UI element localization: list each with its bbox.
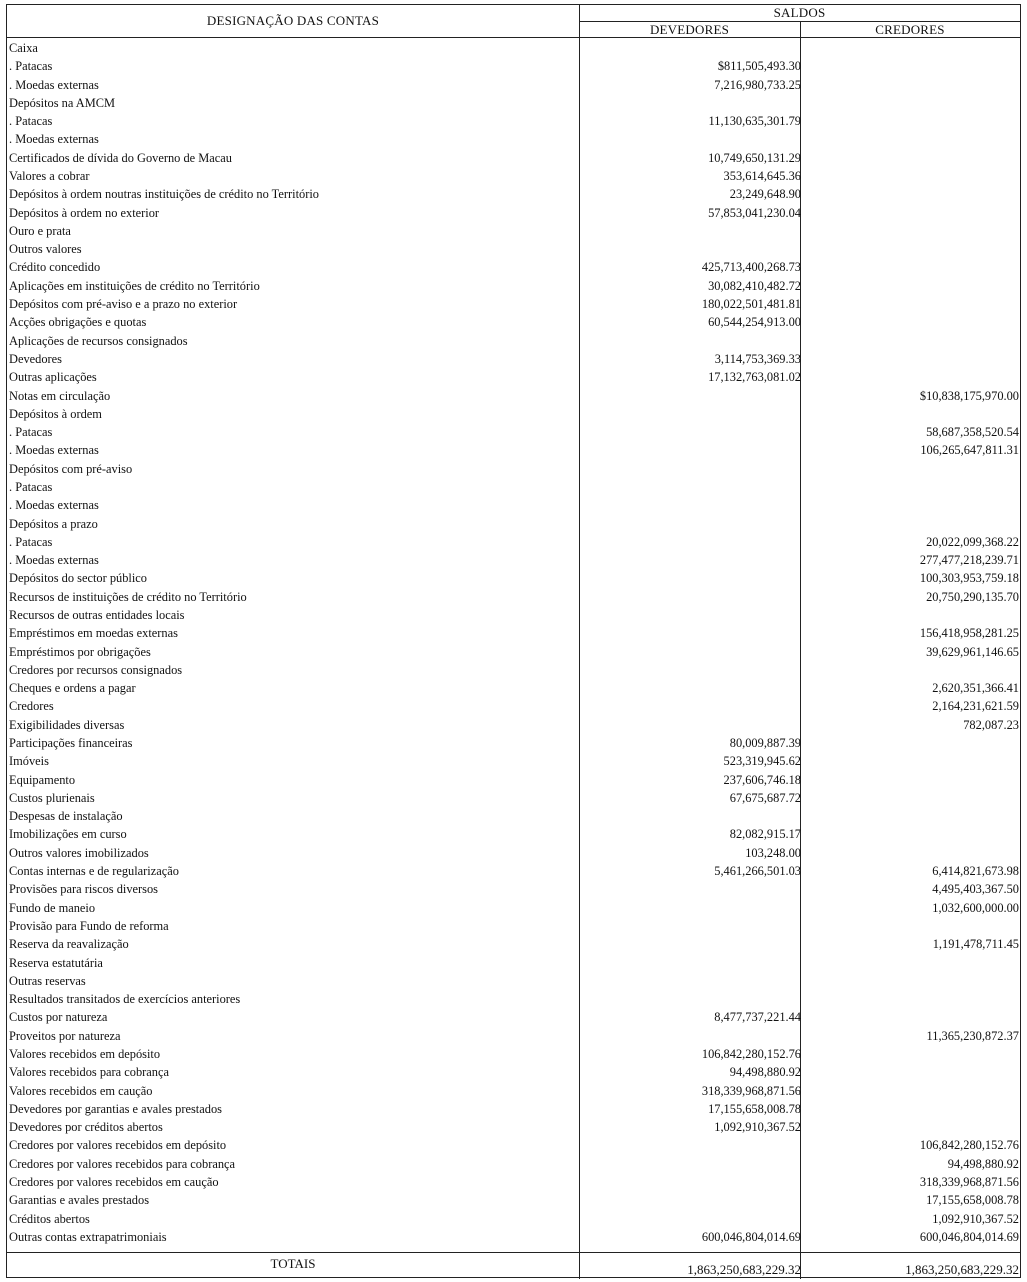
account-name: Credores por valores recebidos em caução <box>9 1174 219 1189</box>
account-name: Empréstimos em moedas externas <box>9 626 178 641</box>
account-name: Valores recebidos em caução <box>9 1083 153 1098</box>
table-row <box>7 954 1020 972</box>
table-row <box>7 441 1020 459</box>
account-name: Depósitos à ordem no exterior <box>9 205 160 220</box>
table-row <box>7 844 1020 862</box>
account-name: Devedores por garantias e avales prestados <box>9 1101 222 1116</box>
credit-amount: 100,303,953,759.18 <box>919 571 1019 586</box>
account-name: Outros valores <box>9 242 82 257</box>
table-row <box>7 185 1020 203</box>
credit-amount: 782,087.23 <box>963 717 1019 732</box>
table-row <box>7 130 1020 148</box>
account-name: Aplicações em instituições de crédito no Território <box>9 278 260 293</box>
table-row <box>7 240 1020 258</box>
debit-amount: 353,614,645.36 <box>723 169 801 184</box>
credit-amount: 1,092,910,367.52 <box>932 1211 1019 1226</box>
account-name: Exigibilidades diversas <box>9 717 125 732</box>
debit-amount: 57,853,041,230.04 <box>708 205 801 220</box>
account-name: Garantias e avales prestados <box>9 1193 150 1208</box>
account-name: Outros valores imobilizados <box>9 845 149 860</box>
account-name: Notas em circulação <box>9 388 111 403</box>
account-name: Custos plurienais <box>9 790 95 805</box>
table-row <box>7 39 1020 57</box>
table-row <box>7 661 1020 679</box>
table-row <box>7 1210 1020 1228</box>
header-credores: CREDORES <box>875 22 945 37</box>
debit-amount: 7,216,980,733.25 <box>714 77 801 92</box>
account-name: Cheques e ordens a pagar <box>9 681 136 696</box>
table-row <box>7 880 1020 898</box>
ledger-table <box>6 4 1021 1278</box>
table-row <box>7 277 1020 295</box>
table-row <box>7 917 1020 935</box>
account-name: Custos por natureza <box>9 1010 108 1025</box>
debit-amount: 17,155,658,008.78 <box>708 1101 801 1116</box>
debit-amount: 106,842,280,152.76 <box>701 1046 801 1061</box>
account-name: Depósitos do sector público <box>9 571 147 586</box>
account-name: Imobilizações em curso <box>9 827 127 842</box>
account-name: Caixa <box>9 41 38 55</box>
account-name: Recursos de outras entidades locais <box>9 607 185 622</box>
account-name: Recursos de instituições de crédito no Território <box>9 589 247 604</box>
account-name: Depósitos a prazo <box>9 516 98 531</box>
credit-amount: 106,842,280,152.76 <box>919 1138 1019 1153</box>
account-name: . Moedas externas <box>9 77 99 92</box>
debit-amount: 30,082,410,482.72 <box>708 278 801 293</box>
table-row <box>7 57 1020 75</box>
table-row <box>7 423 1020 441</box>
credit-amount: 94,498,880.92 <box>947 1156 1019 1171</box>
credit-amount: 2,620,351,366.41 <box>932 681 1019 696</box>
credit-amount: 17,155,658,008.78 <box>926 1193 1019 1208</box>
table-row <box>7 76 1020 94</box>
debit-amount: 103,248.00 <box>745 845 801 860</box>
account-name: Outras aplicações <box>9 370 97 385</box>
table-row <box>7 1173 1020 1191</box>
account-name: Credores por recursos consignados <box>9 662 183 677</box>
account-name: Certificados de dívida do Governo de Macau <box>9 150 232 165</box>
account-name: . Patacas <box>9 59 53 74</box>
account-name: Contas internas e de regularização <box>9 864 179 879</box>
table-row <box>7 94 1020 112</box>
account-name: Equipamento <box>9 772 76 787</box>
table-row <box>7 149 1020 167</box>
table-row <box>7 1008 1020 1026</box>
table-row <box>7 771 1020 789</box>
table-row <box>7 606 1020 624</box>
account-name: . Moedas externas <box>9 132 99 147</box>
account-name: Outras reservas <box>9 973 86 988</box>
table-row <box>7 588 1020 606</box>
table-row <box>7 1045 1020 1063</box>
account-name: Credores por valores recebidos para cobrança <box>9 1156 236 1171</box>
totals-debit: 1,863,250,683,229.32 <box>687 1262 801 1277</box>
table-row <box>7 990 1020 1008</box>
table-row <box>7 387 1020 405</box>
account-name: Depósitos na AMCM <box>9 95 116 110</box>
account-name: Reserva da reavalização <box>9 937 129 952</box>
debit-amount: 3,114,753,369.33 <box>714 351 801 366</box>
credit-amount: 4,495,403,367.50 <box>932 882 1019 897</box>
debit-amount: 17,132,763,081.02 <box>708 370 801 385</box>
account-name: . Moedas externas <box>9 553 99 568</box>
account-name: . Patacas <box>9 425 53 440</box>
table-row <box>7 1118 1020 1136</box>
table-row <box>7 807 1020 825</box>
credit-amount: 39,629,961,146.65 <box>926 644 1019 659</box>
table-row <box>7 752 1020 770</box>
table-row <box>7 1082 1020 1100</box>
table-row <box>7 533 1020 551</box>
credit-amount: 1,191,478,711.45 <box>932 937 1019 952</box>
table-row <box>7 368 1020 386</box>
table-row <box>7 460 1020 478</box>
debit-amount: 425,713,400,268.73 <box>701 260 801 275</box>
account-name: Valores recebidos para cobrança <box>9 1065 169 1080</box>
credit-amount: 1,032,600,000.00 <box>932 900 1019 915</box>
table-row <box>7 1155 1020 1173</box>
account-name: Outras contas extrapatrimoniais <box>9 1229 167 1244</box>
table-row <box>7 1100 1020 1118</box>
debit-amount: 600,046,804,014.69 <box>701 1229 801 1244</box>
account-name: Créditos abertos <box>9 1211 90 1226</box>
table-row <box>7 1228 1020 1246</box>
account-name: . Moedas externas <box>9 443 99 458</box>
table-row <box>7 1136 1020 1154</box>
debit-amount: 8,477,737,221.44 <box>714 1010 801 1025</box>
table-row <box>7 899 1020 917</box>
debit-amount: 237,606,746.18 <box>723 772 801 787</box>
table-row <box>7 515 1020 533</box>
credit-amount: 11,365,230,872.37 <box>926 1028 1019 1043</box>
table-row <box>7 496 1020 514</box>
account-name: Aplicações de recursos consignados <box>9 333 188 348</box>
account-name: Ouro e prata <box>9 223 71 238</box>
table-row <box>7 258 1020 276</box>
table-row <box>7 112 1020 130</box>
table-row <box>7 862 1020 880</box>
account-name: Devedores por créditos abertos <box>9 1120 163 1135</box>
account-name: Imóveis <box>9 754 49 769</box>
account-name: . Patacas <box>9 114 53 129</box>
table-row <box>7 551 1020 569</box>
account-name: Depósitos com pré-aviso <box>9 461 133 476</box>
header-saldos: SALDOS <box>773 5 826 20</box>
table-row <box>7 679 1020 697</box>
account-name: Credores por valores recebidos em depósito <box>9 1138 227 1153</box>
credit-amount: 6,414,821,673.98 <box>932 864 1019 879</box>
credit-amount: 58,687,358,520.54 <box>926 425 1019 440</box>
debit-amount: 11,130,635,301.79 <box>708 114 801 129</box>
table-row <box>7 716 1020 734</box>
debit-amount: 10,749,650,131.29 <box>708 150 801 165</box>
totals-credit: 1,863,250,683,229.32 <box>905 1262 1019 1277</box>
table-row <box>7 167 1020 185</box>
table-row <box>7 350 1020 368</box>
credit-amount: 318,339,968,871.56 <box>919 1174 1019 1189</box>
credit-amount: 277,477,218,239.71 <box>919 553 1019 568</box>
credit-amount: 156,418,958,281.25 <box>919 626 1019 641</box>
debit-amount: 5,461,266,501.03 <box>714 864 801 879</box>
totals-top-line <box>7 1252 1020 1253</box>
table-row <box>7 1063 1020 1081</box>
debit-amount: 23,249,648.90 <box>729 187 801 202</box>
account-name: Fundo de maneio <box>9 900 96 915</box>
table-row <box>7 935 1020 953</box>
account-name: Resultados transitados de exercícios anteriores <box>9 992 241 1007</box>
credit-amount: 106,265,647,811.31 <box>920 443 1019 458</box>
debit-amount: 318,339,968,871.56 <box>701 1083 801 1098</box>
account-name: Depósitos à ordem noutras instituições de crédito no Território <box>9 187 319 202</box>
credit-amount: $10,838,175,970.00 <box>919 388 1019 403</box>
account-name: . Moedas externas <box>9 498 99 513</box>
table-row <box>7 222 1020 240</box>
header-line-accounts <box>7 37 579 38</box>
account-name: Depósitos com pré-aviso e a prazo no exterior <box>9 297 238 312</box>
debit-amount: 523,319,945.62 <box>723 754 801 769</box>
account-name: Devedores <box>9 351 62 366</box>
header-designacao: DESIGNAÇÃO DAS CONTAS <box>206 13 380 28</box>
account-name: Crédito concedido <box>9 260 101 275</box>
table-row <box>7 734 1020 752</box>
table-row <box>7 332 1020 350</box>
account-name: . Patacas <box>9 534 53 549</box>
table-row <box>7 825 1020 843</box>
debit-amount: 67,675,687.72 <box>729 790 801 805</box>
account-name: Credores <box>9 699 54 714</box>
debit-amount: 94,498,880.92 <box>729 1065 801 1080</box>
account-name: Valores recebidos em depósito <box>9 1046 161 1061</box>
account-name: Provisão para Fundo de reforma <box>9 918 169 933</box>
table-row <box>7 405 1020 423</box>
account-name: Acções obrigações e quotas <box>9 315 147 330</box>
table-row <box>7 478 1020 496</box>
debit-amount: $811,505,493.30 <box>717 59 801 74</box>
credit-amount: 2,164,231,621.59 <box>932 699 1019 714</box>
debit-amount: 82,082,915.17 <box>729 827 801 842</box>
account-name: Reserva estatutária <box>9 955 103 970</box>
table-row <box>7 643 1020 661</box>
credit-amount: 20,022,099,368.22 <box>926 534 1019 549</box>
account-name: Despesas de instalação <box>9 809 123 824</box>
credit-amount: 20,750,290,135.70 <box>926 589 1019 604</box>
account-name: Valores a cobrar <box>9 169 90 184</box>
table-row <box>7 313 1020 331</box>
debit-amount: 80,009,887.39 <box>729 736 801 751</box>
table-row <box>7 624 1020 642</box>
table-row <box>7 789 1020 807</box>
credit-amount: 600,046,804,014.69 <box>919 1229 1019 1244</box>
account-name: Participações financeiras <box>9 736 133 751</box>
debit-amount: 60,544,254,913.00 <box>708 315 801 330</box>
table-row <box>7 204 1020 222</box>
header-devedores: DEVEDORES <box>649 22 730 37</box>
table-row <box>7 697 1020 715</box>
table-row <box>7 295 1020 313</box>
table-row <box>7 1191 1020 1209</box>
account-name: . Patacas <box>9 479 53 494</box>
account-name: Proveitos por natureza <box>9 1028 121 1043</box>
account-name: Provisões para riscos diversos <box>9 882 159 897</box>
table-row <box>7 1027 1020 1045</box>
account-name: Depósitos à ordem <box>9 406 102 421</box>
account-name: Empréstimos por obrigações <box>9 644 151 659</box>
table-row <box>7 569 1020 587</box>
table-row <box>7 972 1020 990</box>
debit-amount: 180,022,501,481.81 <box>701 297 801 312</box>
debit-amount: 1,092,910,367.52 <box>714 1120 801 1135</box>
totals-label: TOTAIS <box>270 1256 316 1271</box>
